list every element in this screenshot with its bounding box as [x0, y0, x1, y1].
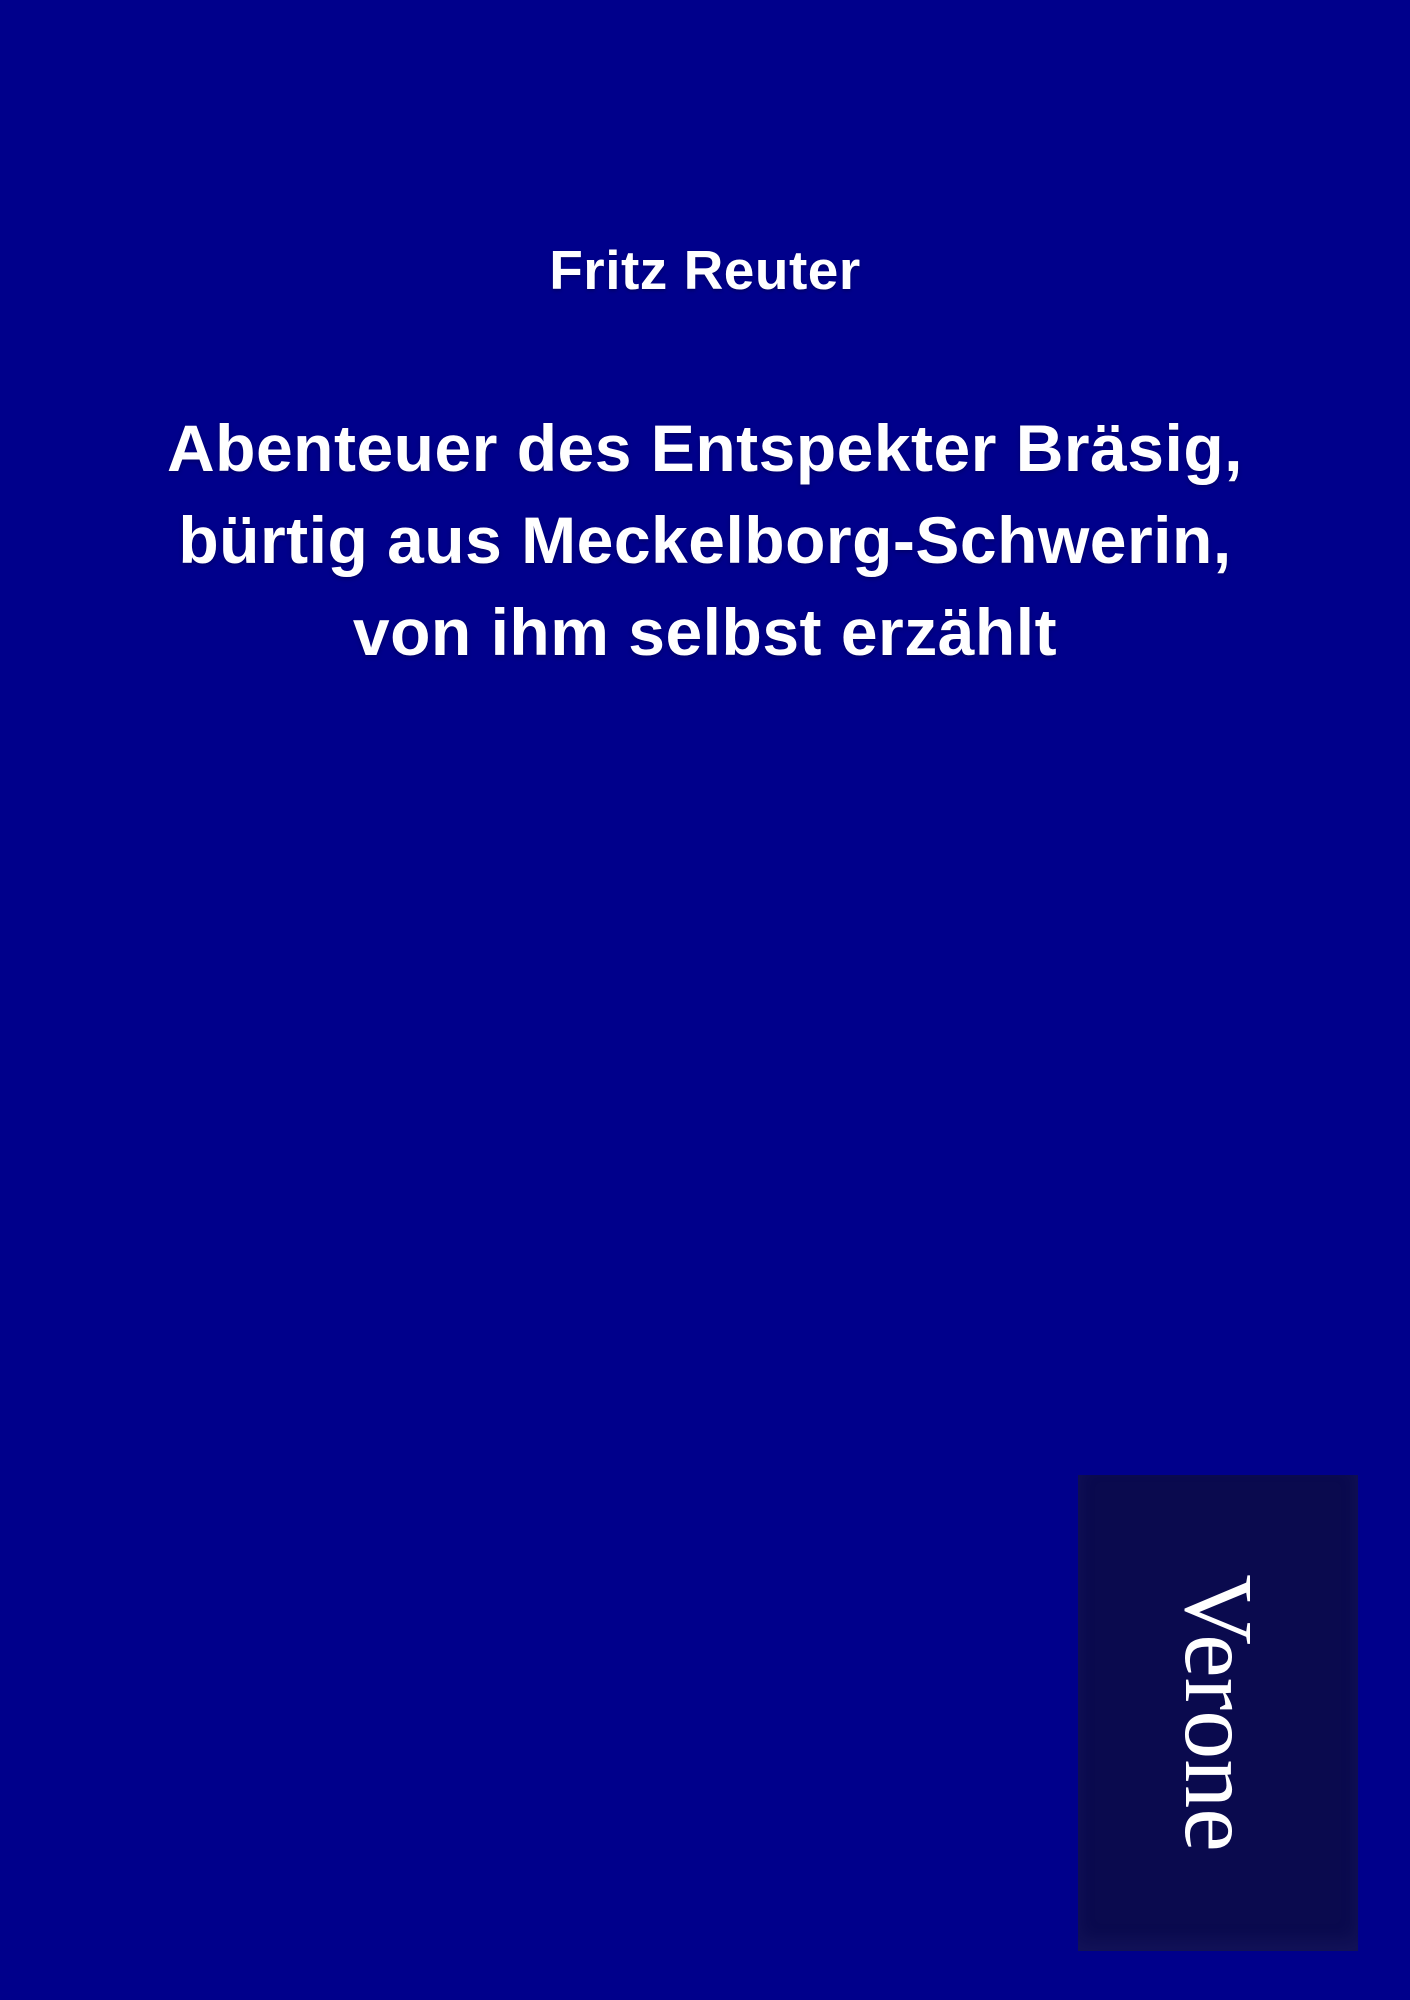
- publisher-panel: [1078, 1475, 1358, 1951]
- author-name: Fritz Reuter: [549, 239, 861, 301]
- title-line-3: von ihm selbst erzählt: [352, 595, 1058, 669]
- title-line-1: Abenteuer des Entspekter Bräsig,: [167, 411, 1243, 485]
- title-line-2: bürtig aus Meckelborg-Schwerin,: [178, 503, 1232, 577]
- book-title: [0, 402, 1410, 678]
- publisher-logo-text: Verone: [1164, 1574, 1272, 1852]
